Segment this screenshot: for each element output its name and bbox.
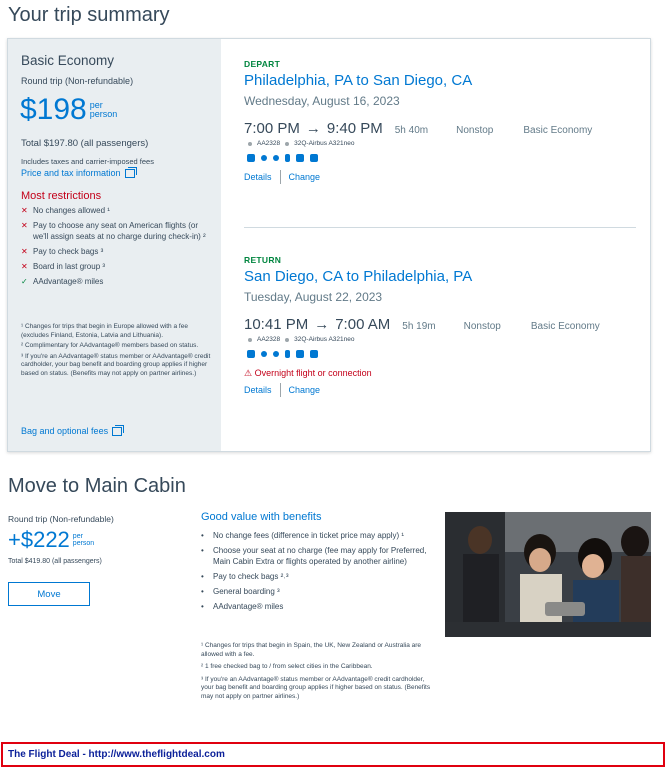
segment-links	[244, 170, 640, 184]
food-icon	[310, 154, 318, 162]
duration: 5h 40m	[394, 125, 429, 136]
return-segment	[244, 255, 640, 397]
check-icon: ✓	[21, 277, 28, 286]
usb-icon	[273, 155, 279, 161]
restrictions-title: Most restrictions	[21, 190, 102, 202]
passengers-photo	[445, 512, 651, 637]
power-icon	[261, 351, 267, 357]
arrival-time: 9:40 PM	[326, 120, 383, 137]
depart-segment	[244, 59, 640, 184]
arrow-icon: →	[305, 120, 321, 137]
aircraft: 32Q-Airbus A321neo	[294, 140, 355, 147]
restriction-item: ✕ Pay to choose any seat on American flights (or we'll assign seats at no charge during check-in) ²	[21, 221, 206, 241]
restriction-item: ✓ AAdvantage® miles	[21, 277, 104, 286]
main-cabin-price	[8, 528, 94, 552]
benefits-title: Good value with benefits	[201, 511, 322, 523]
amenities	[247, 154, 640, 162]
duration: 5h 19m	[402, 321, 436, 332]
segment-date: Tuesday, August 22, 2023	[244, 290, 383, 304]
x-icon: ✕	[21, 262, 28, 271]
price-per-person: per person	[89, 100, 118, 119]
arrival-time: 7:00 AM	[335, 316, 391, 333]
price-tax-link[interactable]: Price and tax information	[21, 168, 135, 178]
fare-trip-type: Round trip (Non-refundable)	[21, 76, 134, 86]
entertainment-icon	[296, 154, 304, 162]
fare-footnotes	[21, 323, 211, 380]
fare-price	[20, 93, 117, 127]
segment-times	[244, 120, 640, 137]
change-link[interactable]: Change	[288, 385, 321, 395]
fare-includes: Includes taxes and carrier-imposed fees	[21, 157, 154, 166]
phone-icon	[285, 350, 290, 358]
new-window-icon	[125, 169, 135, 178]
x-icon: ✕	[21, 221, 28, 230]
footnote: ¹ Changes for trips that begin in Europe allowed with a fee (excludes Finland, Estonia, Latvia and Lithuania).	[21, 323, 188, 339]
segment-label: RETURN	[244, 255, 282, 265]
price-per-person: per person	[72, 533, 95, 547]
price-amount: $198	[20, 93, 87, 126]
benefit-item: • AAdvantage® miles	[201, 602, 284, 611]
benefits-footnotes	[201, 642, 433, 705]
price-amount: +$222	[8, 527, 70, 552]
fare-total: Total $197.80 (all passengers)	[21, 138, 149, 149]
phone-icon	[285, 154, 290, 162]
food-icon	[310, 350, 318, 358]
overnight-warning: ⚠ Overnight flight or connection	[244, 368, 372, 378]
footnote: ³ If you're an AAdvantage® status member or AAdvantage® credit cardholder, your bag benefit and boarding group applies if higher based on status. (Benefits may not apply on partner airlines.)	[201, 675, 431, 700]
benefit-item: • No change fees (difference in ticket price may apply) ¹	[201, 531, 405, 540]
main-cabin-trip-type: Round trip (Non-refundable)	[8, 514, 114, 524]
arrow-icon: →	[314, 316, 330, 333]
segment-route: San Diego, CA to Philadelphia, PA	[244, 268, 473, 285]
bag-fees-link[interactable]: Bag and optional fees	[21, 426, 122, 436]
flight-number: AA2328	[257, 336, 281, 343]
aircraft: 32Q-Airbus A321neo	[294, 336, 355, 343]
flight-info	[248, 336, 640, 343]
move-button[interactable]: Move	[8, 582, 90, 606]
segment-route: Philadelphia, PA to San Diego, CA	[244, 72, 473, 89]
benefit-item: • General boarding ³	[201, 587, 280, 596]
details-link[interactable]: Details	[244, 385, 272, 395]
segment-date: Wednesday, August 16, 2023	[244, 94, 400, 108]
footnote: ² Complimentary for AAdvantage® members based on status.	[21, 342, 199, 349]
cabin: Basic Economy	[523, 125, 593, 136]
change-link[interactable]: Change	[288, 172, 321, 182]
flight-info	[248, 140, 640, 147]
usb-icon	[273, 351, 279, 357]
restriction-item: ✕ No changes allowed ¹	[21, 206, 110, 215]
footnote: ² 1 free checked bag to / from select cities in the Caribbean.	[201, 663, 373, 670]
details-link[interactable]: Details	[244, 172, 272, 182]
wifi-icon	[247, 154, 255, 162]
fare-panel	[8, 39, 221, 451]
footer-banner[interactable]: The Flight Deal - http://www.theflightdeal.com	[1, 742, 665, 767]
restriction-item: ✕ Pay to check bags ³	[21, 247, 104, 256]
restriction-item: ✕ Board in last group ³	[21, 262, 106, 271]
segment-links	[244, 383, 640, 397]
departure-time: 10:41 PM	[244, 316, 309, 333]
main-cabin-total: Total $419.80 (all passengers)	[8, 558, 102, 565]
departure-time: 7:00 PM	[244, 120, 300, 137]
stops: Nonstop	[463, 321, 501, 332]
benefit-item: • Choose your seat at no charge (fee may apply for Preferred, Main Cabin Extra or flights operated by another airline)	[201, 546, 427, 566]
wifi-icon	[247, 350, 255, 358]
footnote: ³ If you're an AAdvantage® status member or AAdvantage® credit cardholder, your bag benefit and boarding group applies if higher based on status. (Benefits may not apply on partner airlines.)	[21, 352, 211, 377]
page-title: Your trip summary	[8, 4, 170, 26]
main-cabin-title: Move to Main Cabin	[8, 475, 186, 497]
entertainment-icon	[296, 350, 304, 358]
segment-times	[244, 316, 640, 333]
x-icon: ✕	[21, 247, 28, 256]
power-icon	[261, 155, 267, 161]
benefit-item: • Pay to check bags ²˒³	[201, 572, 289, 581]
trip-summary-card	[7, 38, 651, 452]
amenities	[247, 350, 640, 358]
new-window-icon	[112, 427, 122, 436]
restrictions-list	[21, 205, 211, 291]
benefits-list	[201, 530, 433, 616]
fare-name: Basic Economy	[21, 53, 115, 68]
segment-divider	[244, 227, 636, 228]
cabin: Basic Economy	[530, 321, 600, 332]
stops: Nonstop	[456, 125, 494, 136]
segment-label: DEPART	[244, 59, 281, 69]
footnote: ¹ Changes for trips that begin in Spain, the UK, New Zealand or Australia are allowed with a fee.	[201, 642, 422, 658]
x-icon: ✕	[21, 206, 28, 215]
flight-number: AA2328	[257, 140, 281, 147]
